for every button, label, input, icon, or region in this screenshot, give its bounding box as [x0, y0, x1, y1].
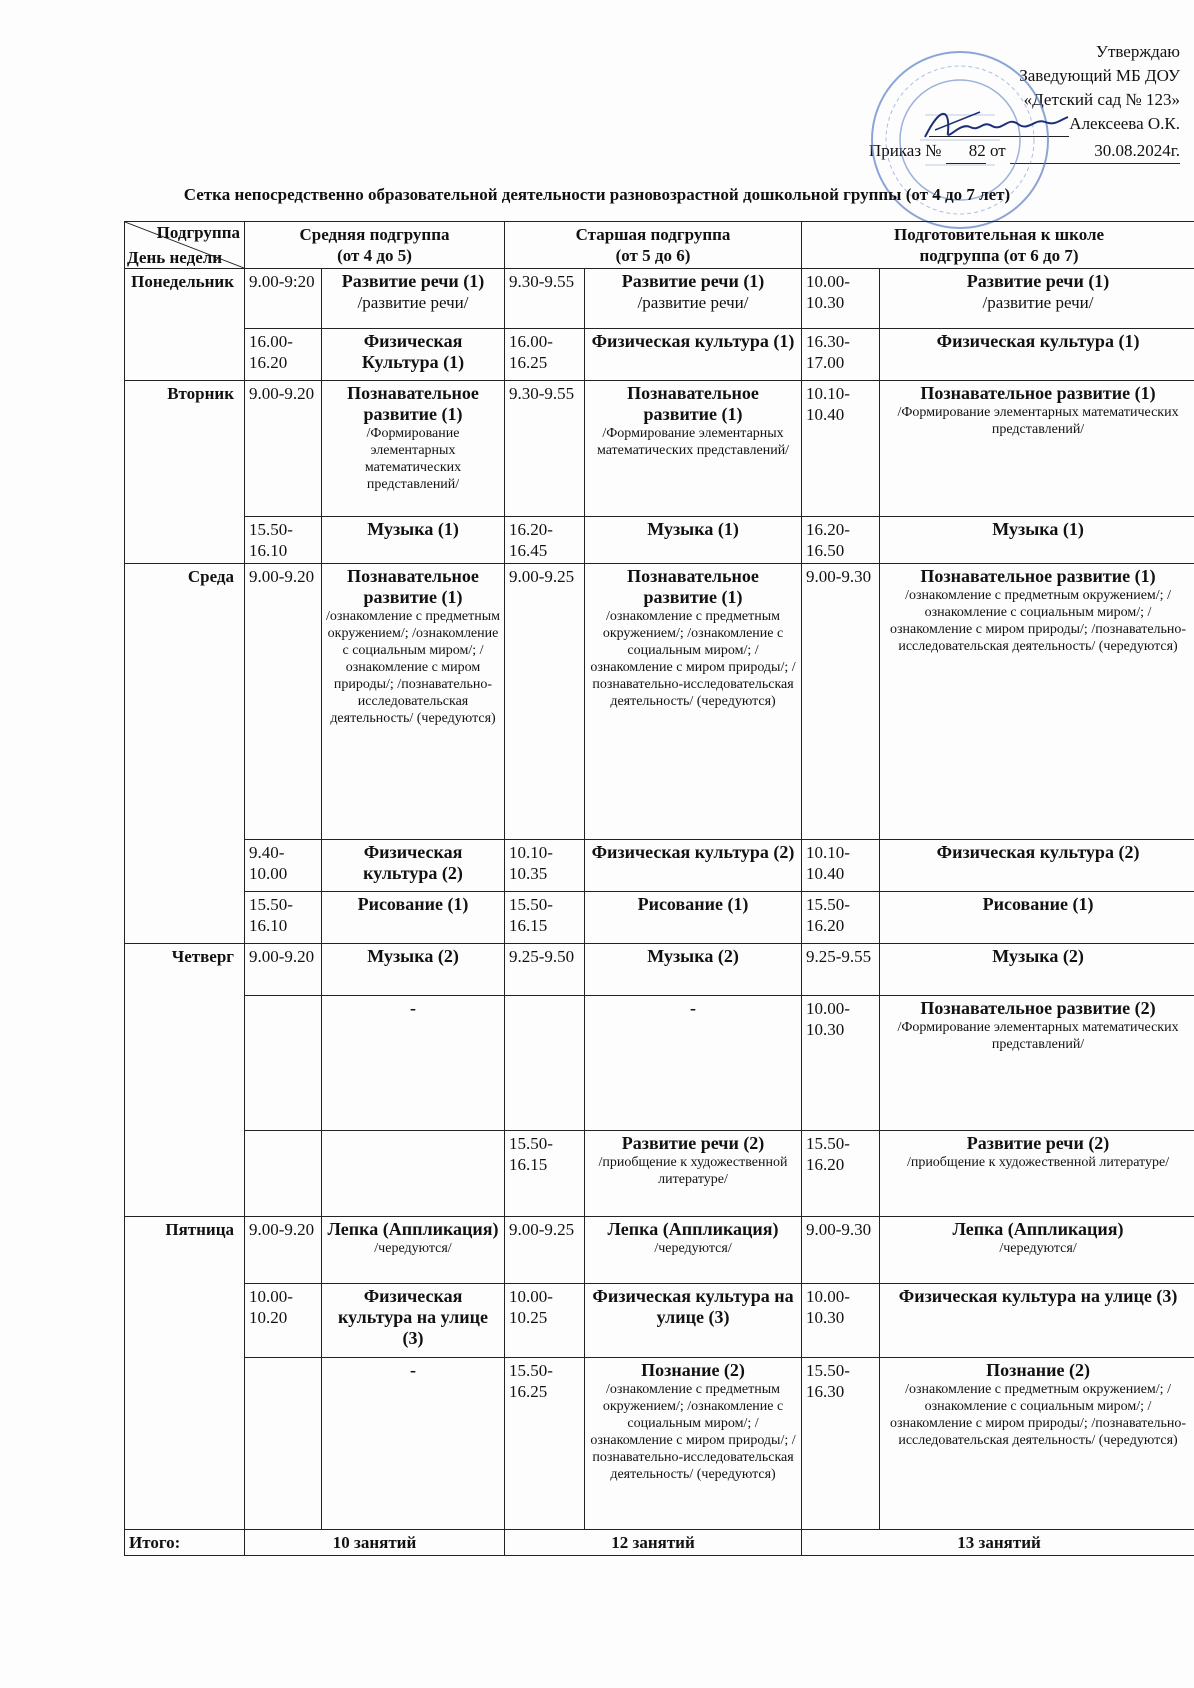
- time-cell: 9.00-9.30: [802, 1217, 880, 1284]
- day-friday: Пятница: [125, 1217, 245, 1530]
- activity-name: Физическая культура (2): [363, 842, 463, 883]
- activity-name: Музыка (2): [992, 946, 1084, 966]
- table-row: [125, 840, 1194, 892]
- header-group-middle-age: (от 4 до 5): [337, 246, 412, 265]
- activity-cell: [880, 564, 1194, 840]
- activity-name: Рисование (1): [637, 894, 749, 914]
- table-header-row: [125, 222, 1194, 269]
- table-row: [125, 381, 1194, 517]
- activity-desc: /ознакомление с предметным окружением/; /ознакомление с социальным миром/; /ознакомление с миром природы/; /познавательно-исследовательская деятельность/ (чередуются): [889, 1382, 1187, 1448]
- activity-desc: /развитие речи/: [982, 293, 1094, 312]
- schedule-table: [124, 221, 1194, 1556]
- activity-cell: [585, 269, 802, 329]
- time-cell: 16.20-16.45: [505, 517, 585, 564]
- activity-name: Развитие речи (1): [341, 271, 485, 291]
- activity-desc: /Формирование элементарных математических представлений/: [596, 426, 790, 458]
- totals-preparatory: 13 занятий: [802, 1530, 1194, 1556]
- director-name: Алексеева О.К.: [1069, 114, 1180, 133]
- activity-desc: /чередуются/: [654, 1241, 732, 1256]
- activity-cell: [322, 381, 505, 517]
- time-cell: 10.10-10.35: [505, 840, 585, 892]
- activity-name: Лепка (Аппликация): [327, 1219, 499, 1239]
- time-cell: 10.00-10.20: [245, 1284, 322, 1358]
- totals-label: Итого:: [125, 1530, 245, 1556]
- activity-desc: /приобщение к художественной литературе/: [906, 1155, 1170, 1170]
- activity-cell: [880, 269, 1194, 329]
- header-group-preparatory-name: Подготовительная к школе: [893, 225, 1105, 244]
- activity-cell: [585, 329, 802, 381]
- activity-cell: [585, 892, 802, 944]
- time-cell: [245, 1131, 322, 1217]
- activity-desc: /ознакомление с предметным окружением/; /ознакомление с социальным миром/; /ознакомление с миром природы/; /познавательно-исследовательская деятельность/ (чередуются): [590, 609, 796, 709]
- approval-line-1: Утверждаю: [1095, 42, 1180, 61]
- activity-cell: [585, 1284, 802, 1358]
- activity-name: Рисование (1): [357, 894, 469, 914]
- time-cell: 10.10-10.40: [802, 381, 880, 517]
- activity-cell: [585, 840, 802, 892]
- activity-cell: [585, 517, 802, 564]
- time-cell: 10.00-10.30: [802, 996, 880, 1131]
- activity-cell: [880, 1284, 1194, 1358]
- activity-name: -: [690, 998, 697, 1018]
- activity-cell: [322, 1358, 505, 1530]
- activity-name: Развитие речи (2): [621, 1133, 765, 1153]
- time-cell: 9.00-9.25: [505, 1217, 585, 1284]
- table-row: [125, 996, 1194, 1131]
- table-row: [125, 1358, 1194, 1530]
- activity-desc: /ознакомление с предметным окружением/; /ознакомление с социальным миром/; /ознакомление с миром природы/; /познавательно-исследовательская деятельность/ (чередуются): [590, 1382, 796, 1482]
- activity-desc: /развитие речи/: [637, 293, 749, 312]
- activity-cell: [880, 517, 1194, 564]
- time-cell: 9.00-9:20: [245, 269, 322, 329]
- activity-cell: [322, 840, 505, 892]
- activity-cell: [585, 1358, 802, 1530]
- activity-cell: [585, 1131, 802, 1217]
- time-cell: 16.00-16.20: [245, 329, 322, 381]
- activity-name: Развитие речи (1): [966, 271, 1110, 291]
- header-group-middle: [245, 222, 505, 269]
- time-cell: 9.00-9.20: [245, 381, 322, 517]
- approval-line-3: «Детский сад № 123»: [1023, 90, 1180, 109]
- activity-cell: [585, 1217, 802, 1284]
- activity-name: Познавательное развитие (1): [627, 566, 759, 607]
- activity-name: Лепка (Аппликация): [952, 1219, 1124, 1239]
- activity-cell: [585, 564, 802, 840]
- activity-name: Познавательное развитие (1): [627, 383, 759, 424]
- header-group-preparatory-age: подгруппа (от 6 до 7): [919, 246, 1079, 265]
- order-date: 30.08.2024г.: [1010, 139, 1180, 164]
- time-cell: [505, 996, 585, 1131]
- order-number: 82: [946, 139, 986, 164]
- activity-cell: [880, 1131, 1194, 1217]
- activity-cell: [322, 517, 505, 564]
- activity-cell: [585, 996, 802, 1131]
- activity-cell: [322, 564, 505, 840]
- activity-name: Физическая культура на улице (3): [898, 1286, 1178, 1306]
- activity-name: Познание (2): [641, 1360, 745, 1380]
- activity-name: Физическая культура (1): [591, 331, 795, 351]
- header-corner-top: Подгруппа: [156, 223, 240, 242]
- time-cell: 9.00-9.20: [245, 944, 322, 996]
- time-cell: 15.50-16.10: [245, 517, 322, 564]
- time-cell: 9.25-9.55: [802, 944, 880, 996]
- table-row: [125, 329, 1194, 381]
- activity-cell: [880, 381, 1194, 517]
- table-row: [125, 892, 1194, 944]
- activity-cell: [585, 944, 802, 996]
- table-row: [125, 1284, 1194, 1358]
- activity-name: Рисование (1): [982, 894, 1094, 914]
- activity-name: Музыка (1): [647, 519, 739, 539]
- activity-cell: [880, 1358, 1194, 1530]
- activity-cell: [880, 944, 1194, 996]
- day-monday: Понедельник: [125, 269, 245, 381]
- activity-desc: /Формирование элементарных математических представлений/: [897, 405, 1179, 437]
- activity-name: -: [410, 1360, 416, 1380]
- activity-name: Познавательное развитие (1): [920, 383, 1156, 403]
- activity-name: Познавательное развитие (1): [347, 383, 479, 424]
- time-cell: 16.20-16.50: [802, 517, 880, 564]
- time-cell: 15.50-16.20: [802, 1131, 880, 1217]
- signature-icon: [920, 102, 1070, 147]
- activity-name: Познавательное развитие (1): [920, 566, 1156, 586]
- time-cell: 9.00-9.20: [245, 564, 322, 840]
- page-title: Сетка непосредственно образовательной деятельности разновозрастной дошкольной группы (от 4 до 7 лет): [183, 185, 1011, 204]
- activity-desc: /Формирование элементарных математических представлений/: [364, 426, 462, 492]
- time-cell: 15.50-16.10: [245, 892, 322, 944]
- activity-name: Познавательное развитие (2): [920, 998, 1156, 1018]
- time-cell: [245, 996, 322, 1131]
- order-label: Приказ №: [868, 141, 942, 160]
- activity-cell: [322, 269, 505, 329]
- time-cell: 9.30-9.55: [505, 269, 585, 329]
- table-row: [125, 944, 1194, 996]
- activity-cell: [322, 1284, 505, 1358]
- time-cell: 9.30-9.55: [505, 381, 585, 517]
- activity-desc: /развитие речи/: [357, 293, 469, 312]
- activity-name: Познание (2): [986, 1360, 1090, 1380]
- table-row: [125, 269, 1194, 329]
- table-row: [125, 564, 1194, 840]
- header-group-preparatory: [802, 222, 1194, 269]
- time-cell: 15.50-16.15: [505, 1131, 585, 1217]
- day-tuesday: Вторник: [125, 381, 245, 564]
- activity-cell: [880, 996, 1194, 1131]
- activity-name: Развитие речи (1): [621, 271, 765, 291]
- time-cell: 9.00-9.25: [505, 564, 585, 840]
- activity-cell: [880, 892, 1194, 944]
- time-cell: 10.00-10.30: [802, 269, 880, 329]
- approval-line-2: Заведующий МБ ДОУ: [1019, 66, 1180, 85]
- activity-cell: [880, 329, 1194, 381]
- activity-desc: /приобщение к художественной литературе/: [598, 1155, 788, 1187]
- activity-cell: [322, 892, 505, 944]
- time-cell: 16.30-17.00: [802, 329, 880, 381]
- activity-name: Музыка (1): [992, 519, 1084, 539]
- header-group-middle-name: Средняя подгруппа: [299, 225, 450, 244]
- activity-name: Физическая культура (2): [936, 842, 1140, 862]
- activity-desc: /чередуются/: [374, 1241, 452, 1256]
- time-cell: 16.00-16.25: [505, 329, 585, 381]
- activity-cell: [880, 840, 1194, 892]
- activity-desc: /ознакомление с предметным окружением/; /ознакомление с социальным миром/; /ознакомление с миром природы/; /познавательно-исследовательская деятельность/ (чередуются): [889, 588, 1187, 654]
- day-thursday: Четверг: [125, 944, 245, 1217]
- time-cell: 15.50-16.25: [505, 1358, 585, 1530]
- time-cell: 15.50-16.20: [802, 892, 880, 944]
- activity-cell: [322, 1217, 505, 1284]
- totals-row: [125, 1530, 1194, 1556]
- activity-cell: [880, 1217, 1194, 1284]
- time-cell: 10.10-10.40: [802, 840, 880, 892]
- header-group-senior-age: (от 5 до 6): [615, 246, 691, 265]
- activity-name: Физическая культура на улице (3): [338, 1286, 488, 1348]
- activity-cell: [322, 996, 505, 1131]
- activity-name: -: [410, 998, 416, 1018]
- activity-name: Физическая Культура (1): [361, 331, 465, 372]
- activity-name: Физическая культура на улице (3): [592, 1286, 794, 1327]
- table-row: [125, 1131, 1194, 1217]
- activity-cell: [322, 944, 505, 996]
- activity-cell: [322, 329, 505, 381]
- header-group-senior: [505, 222, 802, 269]
- header-group-senior-name: Старшая подгруппа: [575, 225, 731, 244]
- time-cell: 10.00-10.30: [802, 1284, 880, 1358]
- activity-name: Физическая культура (1): [936, 331, 1140, 351]
- activity-name: Музыка (1): [367, 519, 459, 539]
- activity-desc: /Формирование элементарных математических представлений/: [897, 1020, 1179, 1052]
- table-row: [125, 1217, 1194, 1284]
- activity-name: Познавательное развитие (1): [347, 566, 479, 607]
- activity-cell: [322, 1131, 505, 1217]
- activity-cell: [585, 381, 802, 517]
- activity-name: Музыка (2): [367, 946, 459, 966]
- activity-name: Развитие речи (2): [966, 1133, 1110, 1153]
- time-cell: 9.25-9.50: [505, 944, 585, 996]
- table-row: [125, 517, 1194, 564]
- time-cell: [245, 1358, 322, 1530]
- activity-desc: /ознакомление с предметным окружением/; /ознакомление с социальным миром/; /ознакомление с миром природы/; /познавательно-исследовательская деятельность/ (чередуются): [326, 609, 501, 726]
- order-date-label: от: [990, 141, 1006, 160]
- activity-name: Физическая культура (2): [591, 842, 795, 862]
- activity-desc: /чередуются/: [999, 1241, 1077, 1256]
- totals-middle: 10 занятий: [245, 1530, 505, 1556]
- time-cell: 15.50-16.30: [802, 1358, 880, 1530]
- time-cell: 15.50-16.15: [505, 892, 585, 944]
- time-cell: 9.00-9.30: [802, 564, 880, 840]
- totals-senior: 12 занятий: [505, 1530, 802, 1556]
- activity-name: Музыка (2): [647, 946, 739, 966]
- time-cell: 9.40-10.00: [245, 840, 322, 892]
- day-wednesday: Среда: [125, 564, 245, 944]
- header-corner: [125, 222, 245, 269]
- header-corner-bottom: День недели: [127, 248, 223, 267]
- activity-name: Лепка (Аппликация): [607, 1219, 779, 1239]
- time-cell: 10.00-10.25: [505, 1284, 585, 1358]
- time-cell: 9.00-9.20: [245, 1217, 322, 1284]
